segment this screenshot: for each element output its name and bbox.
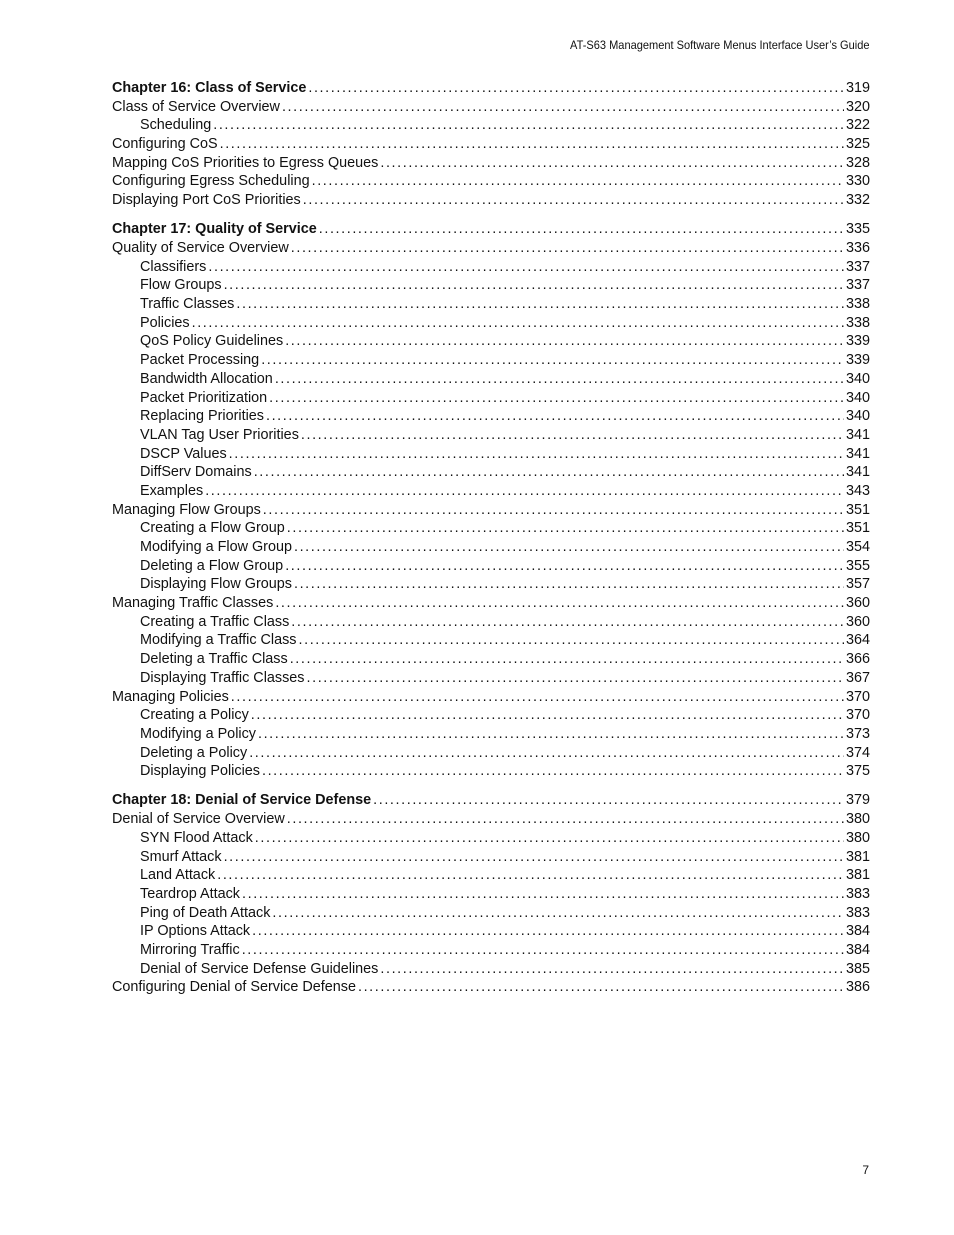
dot-leader — [266, 407, 844, 426]
page-number: 7 — [862, 1163, 869, 1177]
dot-leader — [380, 154, 844, 173]
dot-leader — [224, 848, 844, 867]
dot-leader — [249, 744, 844, 763]
toc-entry-title: Configuring Denial of Service Defense — [112, 979, 356, 996]
toc-entry-title: Mapping CoS Priorities to Egress Queues — [112, 154, 379, 171]
toc-entry-title: QoS Policy Guidelines — [140, 333, 284, 350]
toc-entry-page: 336 — [845, 240, 870, 256]
toc-entry-page: 330 — [845, 173, 870, 190]
toc-entry-title: Quality of Service Overview — [112, 240, 289, 256]
toc-entry-title: Replacing Priorities — [140, 408, 264, 425]
toc-entry-page: 339 — [845, 333, 870, 350]
dot-leader — [242, 941, 844, 960]
toc-entry-page: 332 — [845, 192, 870, 209]
toc-entry[interactable] — [112, 370, 870, 389]
toc-entry-page: 383 — [845, 904, 870, 921]
toc-entry[interactable] — [112, 810, 870, 829]
dot-leader — [319, 220, 844, 239]
toc-entry[interactable] — [112, 960, 870, 979]
toc-entry-title: Ping of Death Attack — [140, 904, 271, 921]
toc-chapter — [112, 79, 870, 210]
toc-entry-page: 383 — [845, 885, 870, 902]
toc-entry-page: 380 — [845, 811, 870, 828]
toc-entry[interactable] — [112, 445, 870, 464]
toc-entry-title: Displaying Policies — [140, 763, 260, 780]
toc-chapter-heading[interactable] — [112, 220, 870, 239]
toc-entry[interactable] — [112, 631, 870, 650]
dot-leader — [220, 135, 844, 154]
toc-entry-page: 320 — [845, 98, 870, 115]
toc-entry[interactable] — [112, 172, 870, 191]
dot-leader — [229, 445, 844, 464]
toc-entry-page: 360 — [845, 613, 870, 630]
toc-entry-title: Modifying a Traffic Class — [140, 632, 297, 649]
toc-entry-page: 374 — [845, 744, 870, 761]
toc-entry-page: 341 — [845, 464, 870, 481]
toc-entry-title: Denial of Service Defense Guidelines — [140, 960, 379, 977]
toc-entry[interactable] — [112, 154, 870, 173]
toc-entry-page: 379 — [845, 792, 870, 809]
toc-entry-page: 357 — [845, 576, 870, 593]
toc-entry-title: Traffic Classes — [140, 296, 235, 313]
toc-entry-page: 337 — [845, 258, 870, 275]
toc-entry[interactable] — [112, 978, 870, 997]
toc-entry[interactable] — [112, 725, 870, 744]
toc-entry[interactable] — [112, 389, 870, 408]
toc-entry[interactable] — [112, 482, 870, 501]
toc-entry[interactable] — [112, 116, 870, 135]
toc-entry-title: Deleting a Flow Group — [140, 557, 284, 574]
toc-entry-page: 340 — [845, 389, 870, 406]
toc-entry-title: Managing Traffic Classes — [112, 595, 274, 612]
dot-leader — [252, 922, 844, 941]
dot-leader — [205, 482, 844, 501]
toc-entry-title: Smurf Attack — [140, 848, 222, 865]
toc-entry[interactable] — [112, 762, 870, 781]
toc-chapter-heading[interactable] — [112, 79, 870, 98]
dot-leader — [308, 79, 844, 98]
toc-entry-title: Managing Policies — [112, 688, 229, 705]
toc-entry-title: Denial of Service Overview — [112, 811, 285, 828]
dot-leader — [301, 426, 844, 445]
toc-entry[interactable] — [112, 276, 870, 295]
toc-entry[interactable] — [112, 463, 870, 482]
dot-leader — [208, 258, 844, 277]
toc-entry-title: Packet Processing — [140, 352, 260, 369]
toc-entry-page: 355 — [845, 557, 870, 574]
toc-entry-page: 351 — [845, 520, 870, 537]
toc-entry[interactable] — [112, 538, 870, 557]
toc-entry-page: 341 — [845, 426, 870, 443]
running-header: AT-S63 Management Software Menus Interface User’s Guide — [569, 38, 869, 52]
toc-entry-title: IP Options Attack — [140, 923, 251, 940]
toc-entry-title: Creating a Traffic Class — [140, 613, 290, 630]
dot-leader — [307, 669, 844, 688]
dot-leader — [217, 866, 844, 885]
toc-entry-title: Mirroring Traffic — [140, 941, 240, 958]
dot-leader — [358, 978, 844, 997]
toc-entry[interactable] — [112, 295, 870, 314]
dot-leader — [236, 295, 844, 314]
dot-leader — [373, 791, 844, 810]
dot-leader — [254, 463, 844, 482]
toc-entry-title: DSCP Values — [140, 445, 227, 462]
toc-entry[interactable] — [112, 922, 870, 941]
dot-leader — [275, 370, 844, 389]
toc-entry-page: 380 — [845, 829, 870, 846]
toc-entry-page: 373 — [845, 725, 870, 742]
dot-leader — [224, 276, 844, 295]
toc-entry[interactable] — [112, 351, 870, 370]
toc-entry-title: Chapter 17: Quality of Service — [112, 221, 317, 238]
toc-entry[interactable] — [112, 744, 870, 763]
dot-leader — [251, 706, 844, 725]
toc-entry-title: Teardrop Attack — [140, 885, 240, 902]
toc-entry[interactable] — [112, 407, 870, 426]
dot-leader — [303, 191, 844, 210]
table-of-contents — [112, 79, 870, 1008]
toc-entry[interactable] — [112, 191, 870, 210]
toc-entry-title: Packet Prioritization — [140, 389, 268, 406]
dot-leader — [282, 98, 844, 117]
toc-entry-title: Land Attack — [140, 867, 216, 884]
toc-entry[interactable] — [112, 98, 870, 117]
toc-entry[interactable] — [112, 688, 870, 707]
dot-leader — [312, 172, 844, 191]
toc-entry-title: Displaying Port CoS Priorities — [112, 192, 301, 209]
toc-entry-title: DiffServ Domains — [140, 464, 252, 481]
dot-leader — [269, 389, 844, 408]
dot-leader — [242, 885, 844, 904]
toc-entry-page: 339 — [845, 352, 870, 369]
dot-leader — [291, 613, 844, 632]
toc-entry-page: 319 — [845, 80, 870, 96]
toc-entry[interactable] — [112, 941, 870, 960]
toc-entry-title: VLAN Tag User Priorities — [140, 426, 299, 443]
toc-entry-title: Modifying a Flow Group — [140, 539, 292, 555]
toc-entry-page: 364 — [845, 632, 870, 649]
toc-entry-page: 337 — [845, 277, 870, 294]
toc-entry-page: 386 — [845, 979, 870, 996]
toc-entry[interactable] — [112, 848, 870, 867]
toc-entry-title: Examples — [140, 482, 204, 499]
toc-entry[interactable] — [112, 426, 870, 445]
toc-entry-page: 384 — [845, 941, 870, 958]
toc-entry-title: Deleting a Policy — [140, 744, 248, 761]
toc-entry-page: 366 — [845, 651, 870, 668]
toc-entry-page: 385 — [845, 960, 870, 977]
dot-leader — [287, 810, 844, 829]
toc-entry-title: Displaying Flow Groups — [140, 576, 292, 593]
toc-entry[interactable] — [112, 904, 870, 923]
toc-entry[interactable] — [112, 885, 870, 904]
toc-entry-page: 322 — [845, 117, 870, 134]
toc-entry-title: Configuring Egress Scheduling — [112, 173, 310, 190]
dot-leader — [285, 557, 844, 576]
toc-entry-title: Bandwidth Allocation — [140, 370, 273, 387]
toc-entry-page: 335 — [845, 221, 870, 238]
toc-entry[interactable] — [112, 332, 870, 351]
toc-entry-page: 325 — [845, 136, 870, 153]
dot-leader — [299, 631, 844, 650]
dot-leader — [380, 960, 844, 979]
dot-leader — [290, 650, 844, 669]
toc-chapter-heading[interactable] — [112, 791, 870, 810]
toc-entry-page: 340 — [845, 408, 870, 425]
toc-entry-page: 328 — [845, 154, 870, 171]
dot-leader — [231, 688, 844, 707]
toc-entry-title: Displaying Traffic Classes — [140, 669, 305, 686]
toc-entry-title: Class of Service Overview — [112, 98, 280, 115]
toc-entry-title: Modifying a Policy — [140, 725, 256, 742]
toc-entry-title: Classifiers — [140, 258, 207, 275]
toc-entry[interactable] — [112, 519, 870, 538]
toc-entry[interactable] — [112, 613, 870, 632]
toc-chapter — [112, 220, 870, 781]
dot-leader — [263, 501, 844, 520]
toc-chapter — [112, 791, 870, 997]
toc-entry[interactable] — [112, 314, 870, 333]
toc-entry-title: Policies — [140, 314, 190, 331]
toc-entry[interactable] — [112, 239, 870, 258]
dot-leader — [192, 314, 844, 333]
toc-entry[interactable] — [112, 706, 870, 725]
toc-entry-page: 384 — [845, 923, 870, 940]
toc-entry[interactable] — [112, 575, 870, 594]
dot-leader — [255, 829, 844, 848]
toc-entry[interactable] — [112, 135, 870, 154]
dot-leader — [213, 116, 844, 135]
dot-leader — [291, 239, 844, 258]
toc-entry[interactable] — [112, 557, 870, 576]
toc-entry-title: Configuring CoS — [112, 136, 218, 153]
dot-leader — [294, 538, 844, 557]
toc-entry-page: 367 — [845, 669, 870, 686]
toc-entry-title: Chapter 18: Denial of Service Defense — [112, 792, 372, 809]
toc-entry-title: SYN Flood Attack — [140, 829, 253, 846]
dot-leader — [285, 332, 844, 351]
toc-entry-title: Scheduling — [140, 117, 212, 134]
toc-entry-page: 351 — [845, 501, 870, 518]
toc-entry-title: Managing Flow Groups — [112, 501, 261, 518]
dot-leader — [294, 575, 844, 594]
toc-entry-page: 338 — [845, 314, 870, 331]
toc-entry-page: 343 — [845, 482, 870, 499]
toc-entry[interactable] — [112, 829, 870, 848]
toc-entry[interactable] — [112, 594, 870, 613]
toc-entry-page: 381 — [845, 848, 870, 865]
toc-entry[interactable] — [112, 866, 870, 885]
toc-entry-page: 338 — [845, 296, 870, 313]
toc-entry-title: Creating a Policy — [140, 707, 249, 724]
toc-entry-page: 340 — [845, 370, 870, 387]
dot-leader — [262, 762, 844, 781]
toc-entry-page: 370 — [845, 688, 870, 705]
toc-entry-title: Creating a Flow Group — [140, 520, 285, 537]
toc-entry-page: 354 — [845, 539, 870, 555]
toc-entry-page: 381 — [845, 867, 870, 884]
toc-entry-title: Chapter 16: Class of Service — [112, 80, 307, 96]
toc-entry[interactable] — [112, 258, 870, 277]
toc-entry-page: 375 — [845, 763, 870, 780]
toc-entry-page: 360 — [845, 595, 870, 612]
dot-leader — [258, 725, 844, 744]
toc-entry[interactable] — [112, 501, 870, 520]
toc-entry-page: 370 — [845, 707, 870, 724]
toc-entry[interactable] — [112, 669, 870, 688]
dot-leader — [272, 904, 844, 923]
dot-leader — [275, 594, 844, 613]
toc-entry-title: Deleting a Traffic Class — [140, 651, 288, 668]
toc-entry-title: Flow Groups — [140, 277, 222, 294]
toc-entry[interactable] — [112, 650, 870, 669]
dot-leader — [261, 351, 844, 370]
toc-entry-page: 341 — [845, 445, 870, 462]
dot-leader — [287, 519, 844, 538]
